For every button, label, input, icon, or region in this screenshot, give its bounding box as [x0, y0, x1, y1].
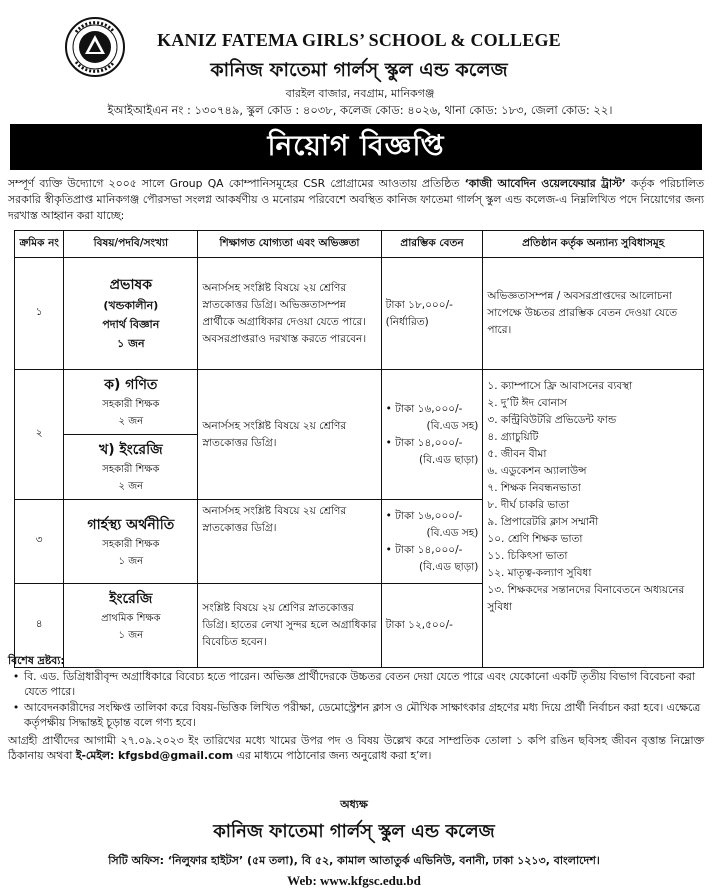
- facility-item: ৮. দীর্ঘ চাকরি ভাতা: [487, 499, 570, 511]
- header-salary: প্রারম্ভিক বেতন: [381, 231, 483, 258]
- post-role: সহকারী শিক্ষক: [102, 538, 160, 550]
- row-post-math: [64, 370, 198, 435]
- apply-text-2: এর মাধ্যমে পাঠানোর জন্য অনুরোধ করা হ’ল।: [233, 749, 432, 762]
- header-serial: ক্রমিক নং: [15, 231, 64, 258]
- facility-item: ২. দু’টি ঈদ বোনাস: [487, 397, 567, 409]
- header-post: বিষয়/পদবি/সংখ্যা: [64, 231, 198, 258]
- salary-amount: • টাকা ১৪,০০০/-: [385, 436, 463, 449]
- apply-text-1: আগ্রহী প্রার্থীদের আগামী ২৭.০৯.২০২৩ ইং তারিখের মধ্যে খামের উপর পদ ও বিষয় উল্লেখ করে সাম্প্রতিক তোলা ১ কপি রঙিন ছবিসহ জীবন বৃত্তান্ত নিম্নোক্ত ঠিকানায় অথবা: [8, 733, 704, 762]
- signatory-role: অধ্যক্ষ: [340, 798, 368, 811]
- city-office-address: সিটি অফিস: ‘নিলুফার হাইটস’ (৫ম তলা), বি ৫২, কামাল আতাতুর্ক এভিনিউ, বনানী, ঢাকা ১২১৩, বাংলাদেশ।: [108, 854, 600, 867]
- trust-name: ‘কাজী আবেদিন ওয়েলফেয়ার ট্রাস্ট’: [464, 177, 626, 190]
- note-text: আবেদনকারীদের সংক্ষিপ্ত তালিকা করে বিষয়-ভিত্তিক লিখিত পরীক্ষা, ডেমোস্ট্রেশন ক্লাস ও মৌখিক সাক্ষাৎকার গ্রহণের মধ্য দিয়ে প্রার্থী নির্বাচন করা হবে। এক্ষেত্রে কর্তৃপক্ষীয় সিদ্ধান্তই চূড়ান্ত বলে গণ্য হবে।: [24, 700, 701, 729]
- bullet-icon: •: [12, 669, 20, 683]
- salary-amount: • টাকা ১৬,০০০/-: [385, 509, 463, 522]
- salary-amount: • টাকা ১৬,০০০/-: [385, 402, 463, 415]
- post-title: গার্হস্থ্য অর্থনীতি: [87, 516, 175, 533]
- table-row: [15, 258, 704, 370]
- table-header-row: [15, 231, 704, 258]
- salary-note: (বি.এড ছাড়া): [418, 560, 479, 573]
- facility-item: ৫. জীবন বীমা: [487, 448, 547, 460]
- row-serial: ১: [15, 258, 64, 370]
- note-item: [8, 700, 704, 731]
- signature-block: [0, 796, 708, 889]
- header-qualification: শিক্ষাগত যোগ্যতা এবং অভিজ্ঞতা: [198, 231, 381, 258]
- row-qualification: অনার্সসহ সংশ্লিষ্ট বিষয়ে ২য় শ্রেণির স্নাতকোত্তর ডিগ্রি।: [198, 500, 381, 584]
- facility-item: ১০. শ্রেণি শিক্ষক ভাতা: [487, 533, 583, 545]
- facility-item: ১. ক্যাম্পাসে ফ্রি আবাসনের ব্যবস্থা: [487, 380, 633, 392]
- intro-part-2: কর্তৃক পরিচালিত সরকারি স্বীকৃতিপ্রাপ্ত মানিকগঞ্জ পৌরসভা সংলগ্ন আকর্ষণীয় ও মনোরম পরিবেশে অবস্থিত কানিজ ফাতেমা গার্লস্ স্কুল এন্ড কলেজ-এ নিম্নলিখিত পদে নিয়োগের জন্য দরখাস্ত আহ্বান করা যাচ্ছে:: [8, 177, 704, 222]
- contact-email-link[interactable]: ই-মেইল: kfgsbd@gmail.com: [75, 749, 234, 762]
- apply-instructions: [8, 733, 704, 764]
- facility-item: ৭. শিক্ষক নিবন্ধনভাতা: [487, 482, 581, 494]
- note-item: [8, 669, 704, 700]
- table-row: [15, 370, 704, 435]
- intro-part-1: সম্পূর্ণ ব্যক্তি উদ্যোগে ২০০৫ সালে Group QA কোম্পানিসমূহের CSR প্রোগ্রামের আওতায় প্রতিষ্ঠিত: [8, 177, 465, 190]
- row-serial: ৩: [15, 500, 64, 584]
- row-serial: ৪: [15, 584, 64, 668]
- row-qualification: সংশ্লিষ্ট বিষয়ে ২য় শ্রেণির স্নাতকোত্তর ডিগ্রি। হাতের লেখা সুন্দর হলে অগ্রাধিকার বিবেচিত হবেন।: [198, 584, 381, 668]
- signatory-institution: কানিজ ফাতেমা গার্লস্ স্কুল এন্ড কলেজ: [213, 821, 495, 842]
- post-title: ইংরেজি: [109, 591, 153, 607]
- row-qualification: অনার্সসহ সংশ্লিষ্ট বিষয়ে ২য় শ্রেণির স্নাতকোত্তর ডিগ্রি।: [198, 370, 381, 500]
- salary-note: (বি.এড ছাড়া): [418, 453, 479, 466]
- facilities-list: [487, 378, 699, 616]
- school-logo: [64, 16, 126, 78]
- notes-section: [8, 653, 704, 764]
- bullet-icon: •: [12, 700, 20, 714]
- school-name-english: KANIZ FATEMA GIRLS’ SCHOOL & COLLEGE: [157, 30, 561, 50]
- header: [6, 0, 714, 116]
- post-count: ১ জন: [118, 630, 144, 641]
- post-count: ১ জন: [118, 555, 144, 567]
- post-role: সহকারী শিক্ষক: [102, 464, 160, 475]
- salary-amount: • টাকা ১৪,০০০/-: [385, 543, 463, 556]
- row-serial: ২: [15, 370, 64, 500]
- salary-amount: টাকা ১২,৫০০/-: [385, 619, 453, 631]
- row-facility-note: অভিজ্ঞতাসম্পন্ন / অবসরপ্রাপ্তদের আলোচনা সাপেক্ষে উচ্চতর প্রারম্ভিক বেতন দেওয়া যেতে পারে।: [483, 258, 704, 370]
- school-address: বারইল বাজার, নবগ্রাম, মানিকগঞ্জ: [285, 87, 435, 100]
- intro-paragraph: [8, 176, 704, 224]
- post-subtitle: (খন্ডকালীন): [103, 299, 159, 312]
- school-codes: ইআইআইএন নং : ১৩০৭৪৯, স্কুল কোড : ৪০৩৮, কলেজ কোড: ৪০২৬, থানা কোড: ১৮৩, জেলা কোড: ২২।: [107, 103, 613, 117]
- facility-item: ১২. মাতৃত্ব-কল্যাণ সুবিধা: [487, 567, 592, 579]
- post-count: ১ জন: [117, 337, 145, 350]
- school-name-bangla: কানিজ ফাতেমা গার্লস্ স্কুল এন্ড কলেজ: [210, 59, 508, 81]
- vacancy-table: [14, 230, 704, 668]
- salary-amount: টাকা ১৮,০০০/-: [385, 298, 453, 311]
- notes-title: বিশেষ দ্রষ্টব্য:: [8, 654, 65, 667]
- post-count: ২ জন: [118, 416, 144, 427]
- salary-note: (বি.এড সহ): [426, 419, 479, 432]
- post-title: প্রভাষক: [109, 277, 153, 293]
- note-text: বি. এড. ডিগ্রিধারীবৃন্দ অগ্রাধিকারে বিবেচ্য হতে পারেন। অভিজ্ঞ প্রার্থীদেরকে উচ্চতর বেতন দেয়া যেতে পারে এবং যেকোনো একটি তৃতীয় বিভাগ বিবেচনা করা যেতে পারে।: [24, 669, 696, 698]
- facility-item: ১১. চিকিৎসা ভাতা: [487, 550, 568, 562]
- row-salary: [381, 500, 483, 584]
- salary-note: (বি.এড সহ): [426, 526, 479, 539]
- row-post-english: [64, 435, 198, 500]
- post-count: ২ জন: [118, 481, 144, 492]
- row-qualification: অনার্সসহ সংশ্লিষ্ট বিষয়ে ২য় শ্রেণির স্নাতকোত্তর ডিগ্রি। অভিজ্ঞতাসম্পন্ন প্রার্থীকে অগ্রাধিকার দেওয়া যেতে পারে। অবসরপ্রাপ্তরাও দরখাস্ত করতে পারবেন।: [198, 258, 381, 370]
- post-title: খ) ইংরেজি: [99, 442, 163, 458]
- post-subject: পদার্থ বিজ্ঞান: [102, 318, 160, 331]
- row-post: [64, 500, 198, 584]
- facility-item: ৪. গ্র্যাচুয়িটি: [487, 431, 539, 443]
- row-salary: [381, 258, 483, 370]
- facility-item: ১৩. শিক্ষকদের সন্তানদের বিনাবেতনে অধ্যয়নের সুবিধা: [487, 584, 685, 613]
- notice-banner: নিয়োগ বিজ্ঞপ্তি: [10, 124, 702, 170]
- row-salary: [381, 370, 483, 500]
- facility-item: ৬. এডুকেশন অ্যালাউন্স: [487, 465, 587, 477]
- post-title: ক) গণিত: [104, 377, 158, 393]
- salary-note: (নির্ধারিত): [385, 315, 429, 328]
- facility-item: ৩. কন্ট্রিবিউটরি প্রভিডেন্ট ফান্ড: [487, 414, 617, 426]
- facility-item: ৯. প্রিপারেটরি ক্লাস সম্মানী: [487, 516, 599, 528]
- facilities-cell: [483, 370, 704, 668]
- post-role: প্রাথমিক শিক্ষক: [101, 613, 161, 624]
- post-role: সহকারী শিক্ষক: [102, 399, 160, 410]
- row-post: [64, 258, 198, 370]
- header-facilities: প্রতিষ্ঠান কর্তৃক অন্যান্য সুবিধাসমূহ: [483, 231, 704, 258]
- website-link[interactable]: Web: www.kfgsc.edu.bd: [287, 873, 421, 888]
